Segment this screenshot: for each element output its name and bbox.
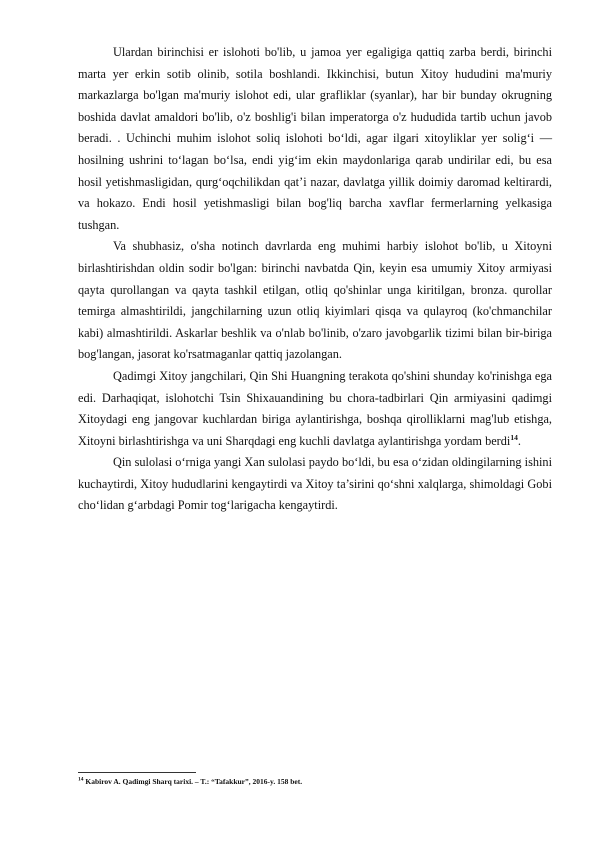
paragraph-qin-warriors-text: Qadimgi Xitoy jangchilari, Qin Shi Huangning terakota qo'shini shunday ko'rinishga ega edi. Darhaqiqat, islohotchi Tsin Shixauandining bu chora-tadbirlari Qin armiyasini qadimgi Xitoydagi eng jangovar kuchlardan biriga aylantirishga, boshqa qirolliklarni mag'lub etishga, Xitoyni birlashtirishga va uni Sharqdagi eng kuchli davlatga aylantirishga yordam berdi [78, 368, 552, 448]
paragraph-land-reform: Ulardan birinchisi er islohoti bo'lib, u jamoa yer egaligiga qattiq zarba berdi, birinchi marta yer erkin sotib olinib, sotila boshlandi. Ikkinchisi, butun Xitoy hududini ma'muriy markazlarga bo'lgan ma'muriy islohot edi, ular grafliklar (syanlar), har bir bunday okrugning boshida davlat amaldori bo'lib, o'z boshlig'i bilan imperatorga o'z hududida tartib uchun javob beradi. . Uchinchi muhim islohot soliq islohoti bo‘ldi, agar ilgari xitoyliklar yer solig‘i — hosilning ushrini to‘lagan bo‘lsa, endi yig‘im ekin maydonlariga qarab undirilar edi, bu esa hosil yetishmasligidan, qurg‘oqchilikdan qat’i nazar, davlatga yillik doimiy daromad keltirardi, va hokazo. Endi hosil yetishmasligi bilan bog'liq barcha xavflar fermerlarning yelkasiga tushgan. [78, 45, 552, 232]
footnote-reference[interactable]: 14 [510, 432, 518, 442]
footnote-number: 14 [78, 776, 84, 783]
footnote-text: Kabirov A. Qadimgi Sharq tarixi. – T.: “Tafakkur”, 2016-y. 158 bet. [83, 777, 303, 786]
paragraph-qin-warriors [78, 366, 552, 452]
paragraph-military-reform: Va shubhasiz, o'sha notinch davrlarda eng muhimi harbiy islohot bo'lib, u Xitoyni birlashtirishdan oldin sodir bo'lgan: birinchi navbatda Qin, keyin esa umumiy Xitoy armiyasi qayta qurollangan va qayta tashkil etilgan, otliq qo'shinlar unga kiritilgan, bronza. qurollar temirga almashtirildi, jangchilarning uzun otliq kiyimlari qisqa va qulayroq (ko'chmanchilar kabi) almashtirildi. Askarlar beshlik va o'nlab bo'linib, o'zaro javobgarlik tizimi bilan bir-biriga bog'langan, jasorat ko'rsatmaganlar qattiq jazolangan. [78, 239, 552, 362]
paragraph-tail: . [517, 433, 521, 448]
paragraph-han-dynasty: Qin sulolasi o‘rniga yangi Xan sulolasi paydo bo‘ldi, bu esa o‘zidan oldingilarning ishini kuchaytirdi, Xitoy hududlarini kengaytirdi va Xitoy ta’sirini qo‘shni xalqlarga, shimoldagi Gobi cho‘lidan g‘arbdagi Pomir tog‘larigacha kengaytirdi. [78, 455, 552, 513]
footnote-divider [78, 772, 196, 773]
footnote [78, 777, 552, 787]
document-body [78, 42, 552, 517]
